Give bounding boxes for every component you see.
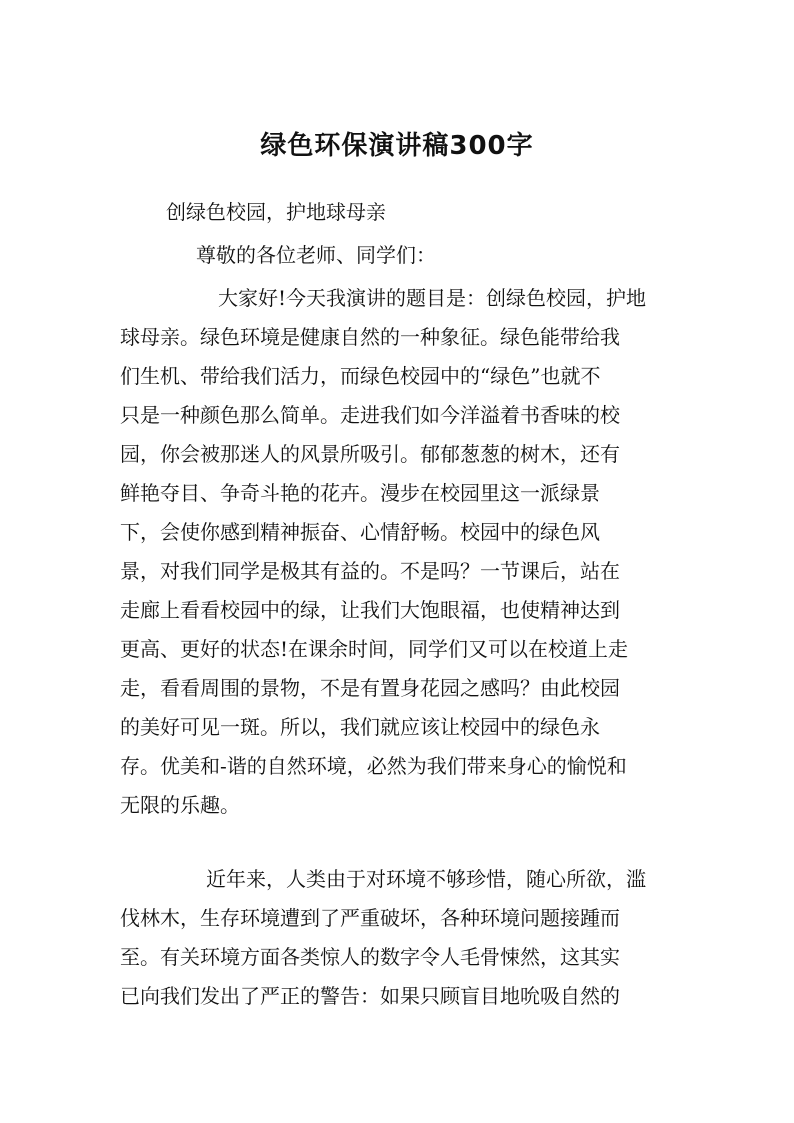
paragraph-line: 至。有关环境方面各类惊人的数字令人毛骨悚然，这其实: [120, 945, 620, 969]
document-title: 绿色环保演讲稿300字: [260, 131, 534, 161]
paragraph-line: 走，看看周围的景物，不是有置身花园之感吗？由此校园: [120, 676, 620, 700]
paragraph-line: 大家好!今天我演讲的题目是：创绿色校园，护地: [218, 286, 647, 310]
paragraph-line: 存。优美和-谐的自然环境，必然为我们带来身心的愉悦和: [120, 754, 627, 778]
paragraph-line: 已向我们发出了严正的警告：如果只顾盲目地吮吸自然的: [120, 984, 620, 1008]
greeting: 尊敬的各位老师、同学们：: [196, 243, 436, 267]
paragraph-line: 鲜艳夺目、争奇斗艳的花卉。漫步在校园里这一派绿景: [120, 481, 600, 505]
paragraph-line: 下，会使你感到精神振奋、心情舒畅。校园中的绿色风: [120, 520, 600, 544]
paragraph-line: 园，你会被那迷人的风景所吸引。郁郁葱葱的树木，还有: [120, 442, 620, 466]
paragraph-line: 景，对我们同学是极其有益的。不是吗？一节课后，站在: [120, 559, 620, 583]
paragraph-line: 近年来，人类由于对环境不够珍惜，随心所欲，滥: [206, 867, 646, 891]
paragraph-line: 的美好可见一斑。所以，我们就应该让校园中的绿色永: [120, 715, 600, 739]
paragraph-line: 只是一种颜色那么简单。走进我们如今洋溢着书香味的校: [120, 403, 620, 427]
paragraph-line: 们生机、带给我们活力，而绿色校园中的“绿色”也就不: [120, 364, 601, 388]
paragraph-line: 球母亲。绿色环境是健康自然的一种象征。绿色能带给我: [120, 325, 620, 349]
paragraph-line: 无限的乐趣。: [120, 793, 240, 817]
paragraph-line: 伐林木，生存环境遭到了严重破坏，各种环境问题接踵而: [120, 906, 620, 930]
paragraph-line: 走廊上看看校园中的绿，让我们大饱眼福，也使精神达到: [120, 598, 620, 622]
paragraph-line: 更高、更好的状态!在课余时间，同学们又可以在校道上走: [120, 637, 629, 661]
subtitle: 创绿色校园，护地球母亲: [166, 200, 386, 224]
